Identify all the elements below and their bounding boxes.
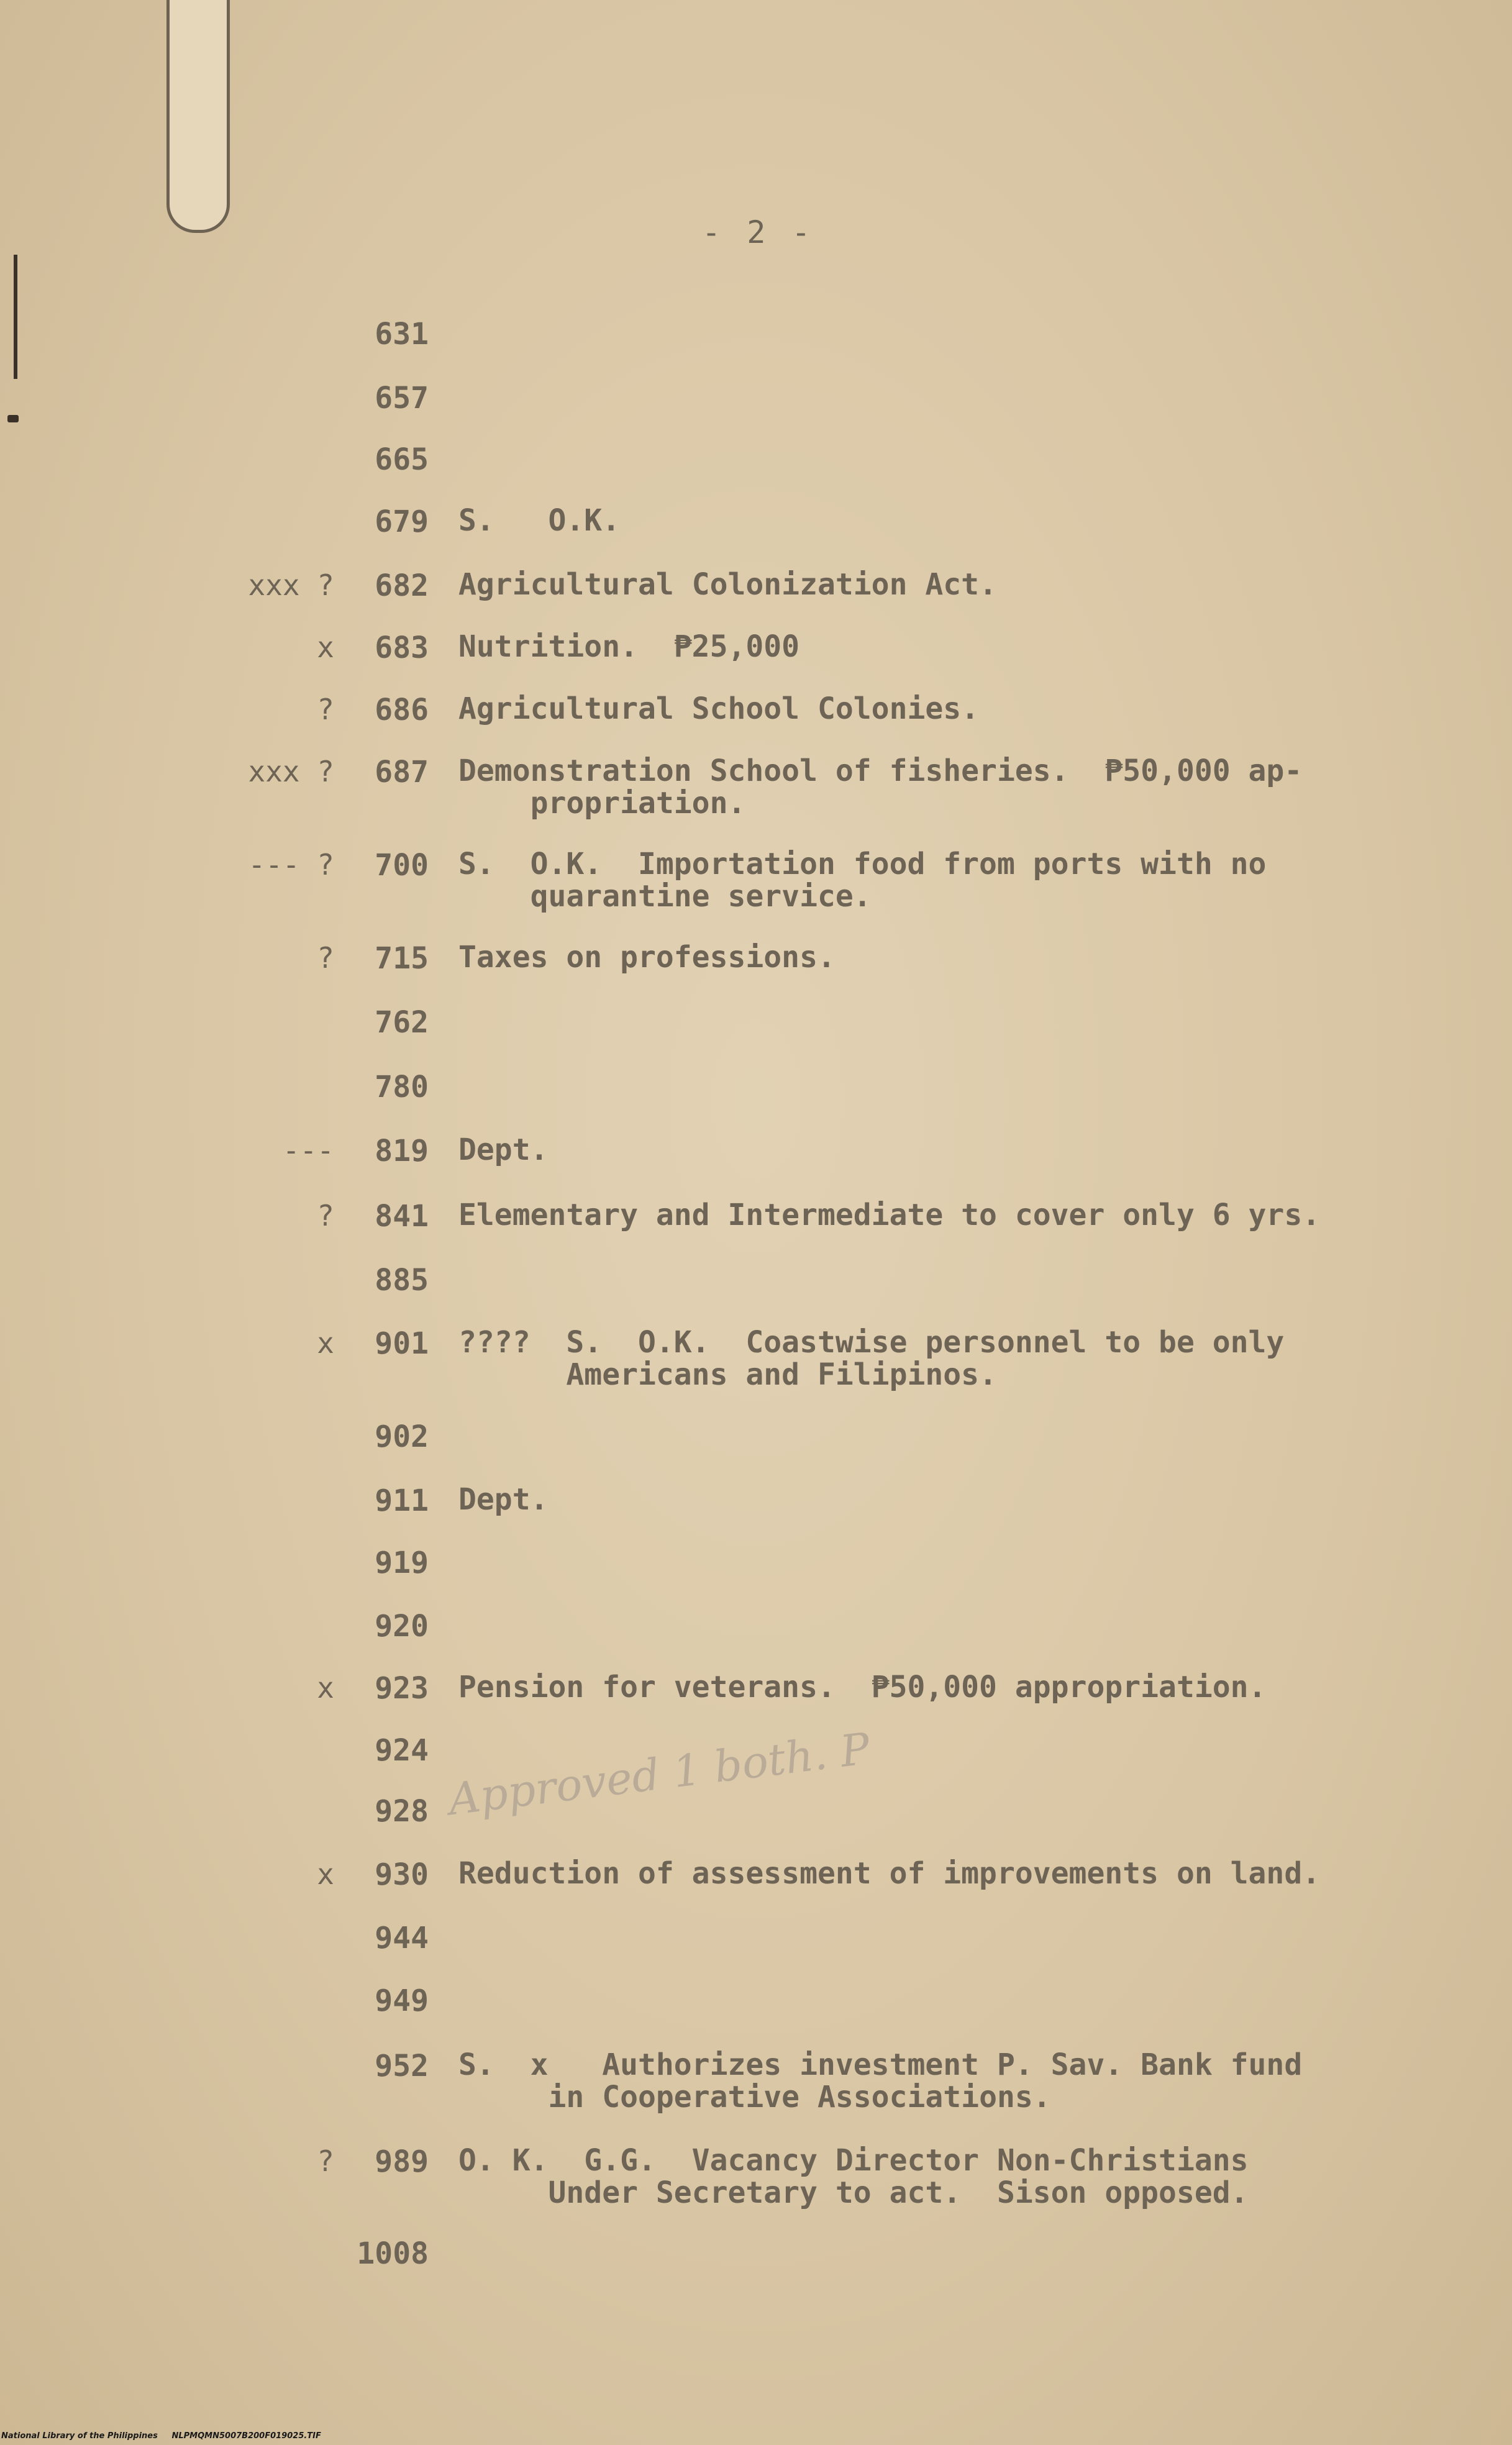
entry-mark: ?: [317, 941, 334, 975]
entry-mark: x: [317, 1326, 334, 1360]
bill-number: 928: [375, 1794, 429, 1829]
entry-text: Agricultural School Colonies.: [458, 691, 980, 726]
entry-text: Dept.: [458, 1482, 549, 1517]
entry-mark: xxx ?: [248, 755, 334, 788]
entry-text: Reduction of assessment of improvements on land.: [458, 1856, 1321, 1891]
bill-number: 989: [375, 2144, 429, 2179]
bill-number: 700: [375, 848, 429, 883]
bill-number: 902: [375, 1419, 429, 1454]
handwritten-note: Approved 1 both. P: [445, 1723, 873, 1826]
entry-text: S. O.K.: [458, 503, 621, 538]
bill-number: 919: [375, 1546, 429, 1580]
entry-mark: xxx ?: [248, 568, 334, 602]
bill-number: 682: [375, 568, 429, 603]
bill-number: 683: [375, 631, 429, 665]
entry-text: Pension for veterans. ₱50,000 appropriation.: [458, 1670, 1267, 1705]
bill-number: 819: [375, 1134, 429, 1168]
bill-number: 841: [375, 1199, 429, 1234]
entry-text: Dept.: [458, 1132, 549, 1167]
bill-number: 687: [375, 755, 429, 790]
bill-number: 901: [375, 1326, 429, 1361]
bill-number: 885: [375, 1263, 429, 1298]
entry-text: Taxes on professions.: [458, 940, 836, 975]
bill-number: 686: [375, 693, 429, 727]
bill-number: 944: [375, 1921, 429, 1956]
entry-text: O. K. G.G. Vacancy Director Non-Christians Under Secretary to act. Sison opposed.: [458, 2143, 1249, 2210]
bill-number: 1008: [357, 2236, 429, 2271]
entry-text: S. x Authorizes investment P. Sav. Bank fund in Cooperative Associations.: [458, 2047, 1303, 2115]
bill-number: 923: [375, 1671, 429, 1706]
entry-text: S. O.K. Importation food from ports with no quarantine service.: [458, 847, 1267, 914]
bill-number: 665: [375, 442, 429, 477]
bill-number: 715: [375, 941, 429, 976]
bill-number: 930: [375, 1857, 429, 1892]
bill-number: 762: [375, 1005, 429, 1040]
bill-number: 924: [375, 1733, 429, 1768]
entry-text: Elementary and Intermediate to cover only 6 yrs.: [458, 1198, 1321, 1232]
entry-mark: ?: [317, 693, 334, 726]
bill-number: 949: [375, 1983, 429, 2018]
entry-text: Demonstration School of fisheries. ₱50,000 ap- propriation.: [458, 754, 1303, 821]
entry-mark: --- ?: [248, 848, 334, 881]
entry-mark: x: [317, 631, 334, 664]
bill-number: 920: [375, 1609, 429, 1644]
entry-mark: x: [317, 1857, 334, 1891]
margin-ink-mark: [14, 255, 17, 379]
entry-mark: ---: [282, 1134, 334, 1167]
entry-mark: ?: [317, 2144, 334, 2178]
margin-ink-blot: [7, 415, 19, 422]
bill-number: 952: [375, 2049, 429, 2083]
bill-number: 911: [375, 1483, 429, 1518]
entry-text: Agricultural Colonization Act.: [458, 567, 997, 602]
entry-text: Nutrition. ₱25,000: [458, 629, 800, 664]
bill-number: 679: [375, 504, 429, 539]
bill-number: 631: [375, 317, 429, 352]
bill-number: 657: [375, 381, 429, 416]
entry-text: ???? S. O.K. Coastwise personnel to be only Americans and Filipinos.: [458, 1325, 1285, 1392]
entry-mark: x: [317, 1671, 334, 1705]
paper-clip-notch: [166, 0, 230, 233]
archive-footer: National Library of the Philippines NLPMQMN5007B200F019025.TIF: [1, 2431, 321, 2441]
page-number: - 2 -: [702, 214, 814, 250]
bill-number: 780: [375, 1070, 429, 1104]
entry-mark: ?: [317, 1199, 334, 1232]
